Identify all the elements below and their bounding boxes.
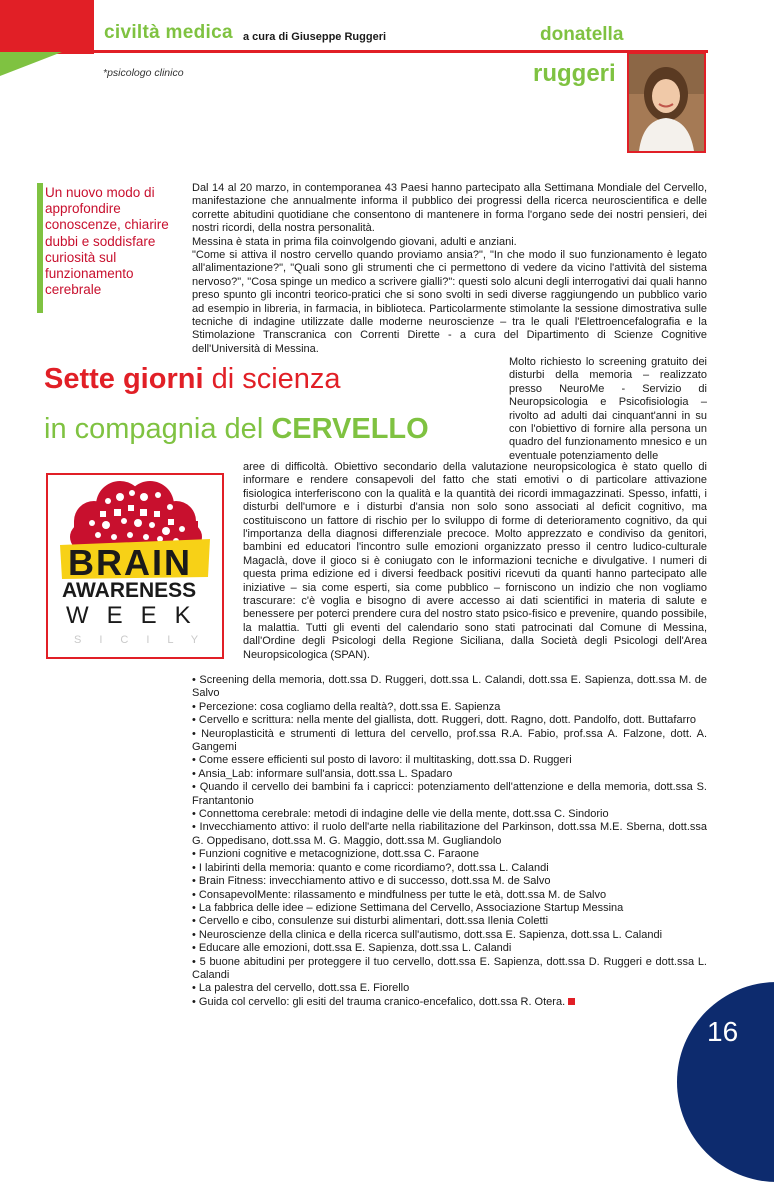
list-item: • Screening della memoria, dott.ssa D. Ruggeri, dott.ssa L. Calandi, dott.ssa E. Sapienza, dott.ssa M. de Salvo <box>192 674 707 700</box>
intro-paragraph: Messina è stata in prima fila coinvolgendo giovani, adulti e anziani. <box>192 235 517 248</box>
headline-line-1 <box>44 363 341 396</box>
author-last-name: ruggeri <box>533 60 616 87</box>
list-item: • Neuroscienze della clinica e della ricerca sull'autismo, dott.ssa E. Sapienza, dott.ssa L. Calandi <box>192 928 663 941</box>
list-item: • 5 buone abitudini per proteggere il tuo cervello, dott.ssa E. Sapienza, dott.ssa D. Ruggeri e dott.ssa L. Calandi <box>192 955 707 981</box>
page-number-corner <box>677 982 774 1182</box>
headline-bold: CERVELLO <box>271 413 429 445</box>
list-item: • La fabbrica delle idee – edizione Settimana del Cervello, Associazione Startup Messina <box>192 901 624 914</box>
list-item: • ConsapevolMente: rilassamento e mindfulness per tutte le età, dott.ssa M. de Salvo <box>192 888 607 901</box>
list-item: • Educare alle emozioni, dott.ssa E. Sapienza, dott.ssa L. Calandi <box>192 942 512 955</box>
list-item: • Brain Fitness: invecchiamento attivo e di successo, dott.ssa M. de Salvo <box>192 875 551 888</box>
list-item: • Ansia_Lab: informare sull'ansia, dott.ssa L. Spadaro <box>192 767 453 780</box>
pull-quote: Un nuovo modo di approfondire conoscenze, chiarire dubbi e soddisfare curiosità sul funzionamento cerebrale <box>45 185 169 298</box>
header-green-wedge <box>0 52 62 76</box>
event-list <box>192 674 707 1009</box>
author-photo <box>627 52 706 153</box>
intro-text <box>192 182 707 356</box>
right-column-text: Molto richiesto lo screening gratuito dei disturbi della memoria – realizzato presso NeuroMe - Servizio di Neuropsicologia e Psicofisiologia – rivolto ad adulti dai cinquant'anni in su con l'obiettivo di fornire alla persona un quadro del funzionamento mnesico e un eventuale potenziamento delle <box>509 356 707 462</box>
logo-graphic <box>48 475 222 657</box>
author-first-name: donatella <box>540 24 624 45</box>
logo-line-week: WEEK <box>66 602 209 629</box>
curator-credit: a cura di Giuseppe Ruggeri <box>243 31 387 43</box>
brain-awareness-week-logo <box>46 473 224 659</box>
list-item: • Cervello e scrittura: nella mente del giallista, dott. Ruggeri, dott. Ragno, dott. Pandolfo, dott. Buttafarro <box>192 714 697 727</box>
list-item: • Invecchiamento attivo: il ruolo dell'arte nella riabilitazione del Parkinson, dott.ssa M.E. Sberna, dott.ssa G. Oppedisano, dott.ssa M. G. Maggio, dott.ssa M. Gugliandolo <box>192 821 707 847</box>
headline-bold: Sette giorni <box>44 363 204 395</box>
logo-line-awareness: AWARENESS <box>62 579 197 602</box>
list-item <box>192 996 707 1009</box>
pull-quote-bar <box>37 183 43 313</box>
list-item: • Neuroplasticità e strumenti di lettura del cervello, prof.ssa R.A. Fabio, prof.ssa A. Falzone, dott. A. Gangemi <box>192 727 707 754</box>
header-rule <box>94 50 708 53</box>
list-item: • Cervello e cibo, consulenze sui disturbi alimentari, dott.ssa Ilenia Coletti <box>192 915 549 928</box>
logo-line-brain: BRAIN <box>68 542 192 583</box>
author-portrait-illustration <box>629 54 704 151</box>
list-item: • Connettoma cerebrale: metodi di indagine delle vie della mente, dott.ssa C. Sindorio <box>192 808 609 821</box>
wide-column-text: aree di difficoltà. Obiettivo secondario della valutazione neuropsicologica è stato quello di informare e rendere consapevoli del fatto che stati emotivi o di particolare attivazione fisiologica interferiscono con la qualità e la quantità dei ricordi immagazzinati. Spesso, infatti, i disturbi dell'umore e i disturbi d'ansia non solo sono associati al deficit cognitivo, ma costituiscono un fattore di rischio per lo sviluppo di forme di deterioramento cognitivo, da qui l'importanza della diagnosi differenziale precoce. Molto apprezzato e condiviso da genitori, bambini ed educatori l'incontro sulle emozioni organizzato presso il centro ludico-culturale Magaclà, dove il gioco si è coniugato con le informazioni tecniche e divulgative. I numeri di questa prima edizione ed i diversi feedback positivi ricevuti da quanti hanno partecipato alle iniziative – sia come esperti, sia come pubblico – forniscono un indizio che non vogliamo trascurare: c'è voglia e bisogno di avere accesso ai dati scientifici in materia di salute e benessere per poterci prendere cura del nostro stato psico-fisico e prevenire, quando possibile, la malattia. Tutti gli eventi del calendario sono stati patrocinati dal Comune di Messina, dall'Ordine degli Psicologi della Regione Siciliana, dalla Società degli Psicologi dell'Area Neuropsicologica (SPAN). <box>243 461 707 661</box>
list-item: • Funzioni cognitive e metacognizione, dott.ssa C. Faraone <box>192 848 479 861</box>
header-red-block <box>0 0 94 54</box>
list-item: • Quando il cervello dei bambini fa i capricci: potenziamento dell'attenzione e della memoria, dott.ssa S. Frantantonio <box>192 781 707 807</box>
intro-paragraph: "Come si attiva il nostro cervello quando proviamo ansia?", "In che modo il suo funzionamento è legato all'alimentazione?", "Quali sono gli strumenti che ci permettono di vedere da vicino l'attività del sistema nervoso?", "Cosa spinge un medico a scrivere gialli?": questi solo alcuni degli interrogativi dai quali hanno preso spunto gli incontri teorico-pratici che si sono svolti in sedi diverse raggiungendo un pubblico vario ad esempio in libreria, in farmacia, in biblioteca. Particolarmente stimolante la sessione dimostrativa sulle tecniche di indagine utilizzate dalle moderne neuroscienze – tra le quali l'Elettroencefalografia e la Stimolazione Transcranica con Correnti Dirette - a cura del Dipartimento di Scienze Cognitive dell'Università di Messina. <box>192 249 707 355</box>
headline-rest: in compagnia del <box>44 413 272 445</box>
list-item: • Percezione: cosa cogliamo della realtà?, dott.ssa E. Sapienza <box>192 700 501 713</box>
list-item: • I labirinti della memoria: quanto e come ricordiamo?, dott.ssa L. Calandi <box>192 861 549 874</box>
headline-rest: di scienza <box>203 363 341 395</box>
list-item: • La palestra del cervello, dott.ssa E. Fiorello <box>192 982 410 995</box>
headline-line-2 <box>44 413 429 446</box>
intro-paragraph: Dal 14 al 20 marzo, in contemporanea 43 Paesi hanno partecipato alla Settimana Mondiale del Cervello, manifestazione che annualmente informa il pubblico dei progressi della ricerca neuroscientifica e delle corrette abitudini quotidiane che consentono di mantenere in forma l'organo sede dei nostri pensieri, dei nostri ricordi, della nostra personalità. <box>192 182 707 235</box>
end-mark-square-icon <box>568 998 575 1005</box>
logo-line-sicily: SICILY <box>74 634 217 646</box>
list-item-text: • Guida col cervello: gli esiti del trauma cranico-encefalico, dott.ssa R. Otera. <box>192 995 566 1008</box>
list-item: • Come essere efficienti sul posto di lavoro: il multitasking, dott.ssa D. Ruggeri <box>192 754 572 767</box>
author-role: *psicologo clinico <box>103 67 184 79</box>
section-title: civiltà medica <box>104 22 233 43</box>
page-number: 16 <box>707 1016 739 1047</box>
